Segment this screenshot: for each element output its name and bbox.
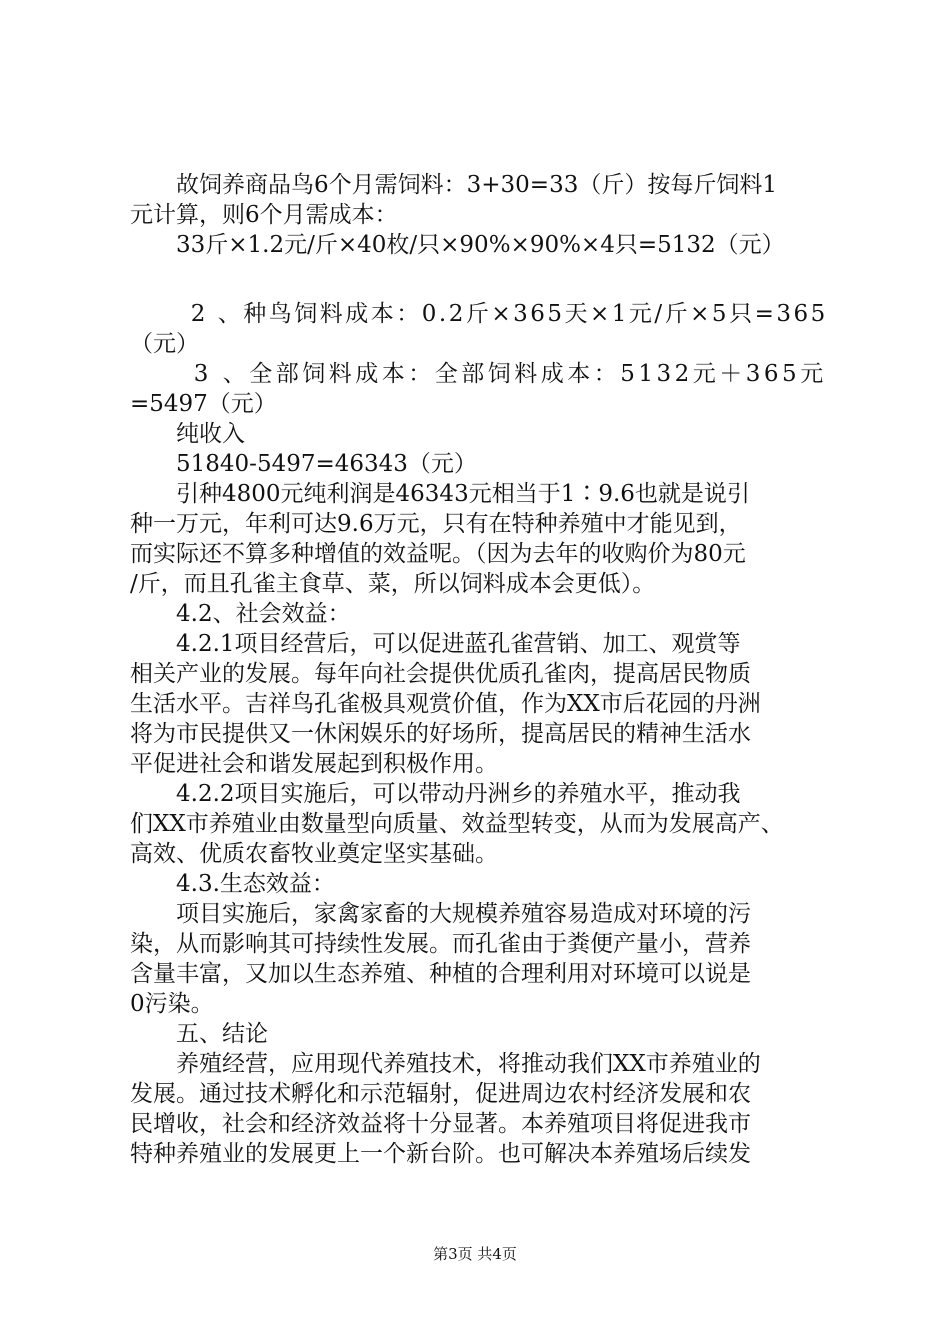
text-line: /斤，而且孔雀主食草、菜，所以饲料成本会更低）。	[130, 571, 656, 597]
text-line: 51840-5497=46343（元）	[130, 451, 477, 477]
text-line: 而实际还不算多种增值的效益呢。（因为去年的收购价为80元	[130, 541, 746, 567]
text-line: 4.2.1项目经营后，可以促进蓝孔雀营销、加工、观赏等	[130, 631, 741, 657]
blank-line	[130, 260, 830, 299]
text-line: 0污染。	[130, 991, 214, 1017]
text-line: 纯收入	[130, 421, 245, 447]
text-line: 2 、种鸟饲料成本：0.2斤×365天×1元/斤×5只=365	[130, 301, 828, 327]
text-line: （元）	[130, 331, 199, 357]
text-line: 们XX市养殖业由数量型向质量、效益型转变，从而为发展高产、	[130, 811, 784, 837]
text-line: 含量丰富，又加以生态养殖、种植的合理利用对环境可以说是	[130, 961, 751, 987]
text-line: 项目实施后，家禽家畜的大规模养殖容易造成对环境的污	[130, 901, 751, 927]
text-line: 元计算，则6个月需成本：	[130, 202, 398, 228]
text-line: 平促进社会和谐发展起到积极作用。	[130, 751, 498, 777]
text-line: 特种养殖业的发展更上一个新台阶。也可解决本养殖场后续发	[130, 1141, 751, 1167]
page-number-footer: 第3页 共4页	[433, 1245, 517, 1263]
text-line: 种一万元，年利可达9.6万元，只有在特种养殖中才能见到，	[130, 511, 742, 537]
text-line: 高效、优质农畜牧业奠定坚实基础。	[130, 841, 498, 867]
text-line: =5497（元）	[130, 391, 277, 417]
text-line: 引种4800元纯利润是46343元相当于1∶9.6也就是说引	[130, 481, 750, 507]
text-line: 染，从而影响其可持续性发展。而孔雀由于粪便产量小，营养	[130, 931, 751, 957]
section-heading: 4.3.生态效益：	[130, 871, 335, 897]
document-body	[130, 170, 830, 1169]
text-line: 将为市民提供又一休闲娱乐的好场所，提高居民的精神生活水	[130, 721, 751, 747]
text-line: 4.2.2项目实施后，可以带动丹洲乡的养殖水平，推动我	[130, 781, 741, 807]
text-line: 生活水平。吉祥鸟孔雀极具观赏价值，作为XX市后花园的丹洲	[130, 691, 761, 717]
text-line: 养殖经营，应用现代养殖技术，将推动我们XX市养殖业的	[130, 1051, 761, 1077]
text-line: 相关产业的发展。每年向社会提供优质孔雀肉，提高居民物质	[130, 661, 751, 687]
text-line: 3 、全部饲料成本：全部饲料成本：5132元＋365元	[130, 361, 827, 387]
text-line: 33斤×1.2元/斤×40枚/只×90%×90%×4只=5132（元）	[130, 232, 785, 258]
text-line: 民增收，社会和经济效益将十分显著。本养殖项目将促进我市	[130, 1111, 751, 1137]
text-line: 发展。通过技术孵化和示范辐射，促进周边农村经济发展和农	[130, 1081, 751, 1107]
text-line: 故饲养商品鸟6个月需饲料：3+30=33（斤）按每斤饲料1	[130, 172, 777, 198]
section-heading: 4.2、社会效益：	[130, 601, 351, 627]
section-heading: 五、结论	[130, 1021, 268, 1047]
